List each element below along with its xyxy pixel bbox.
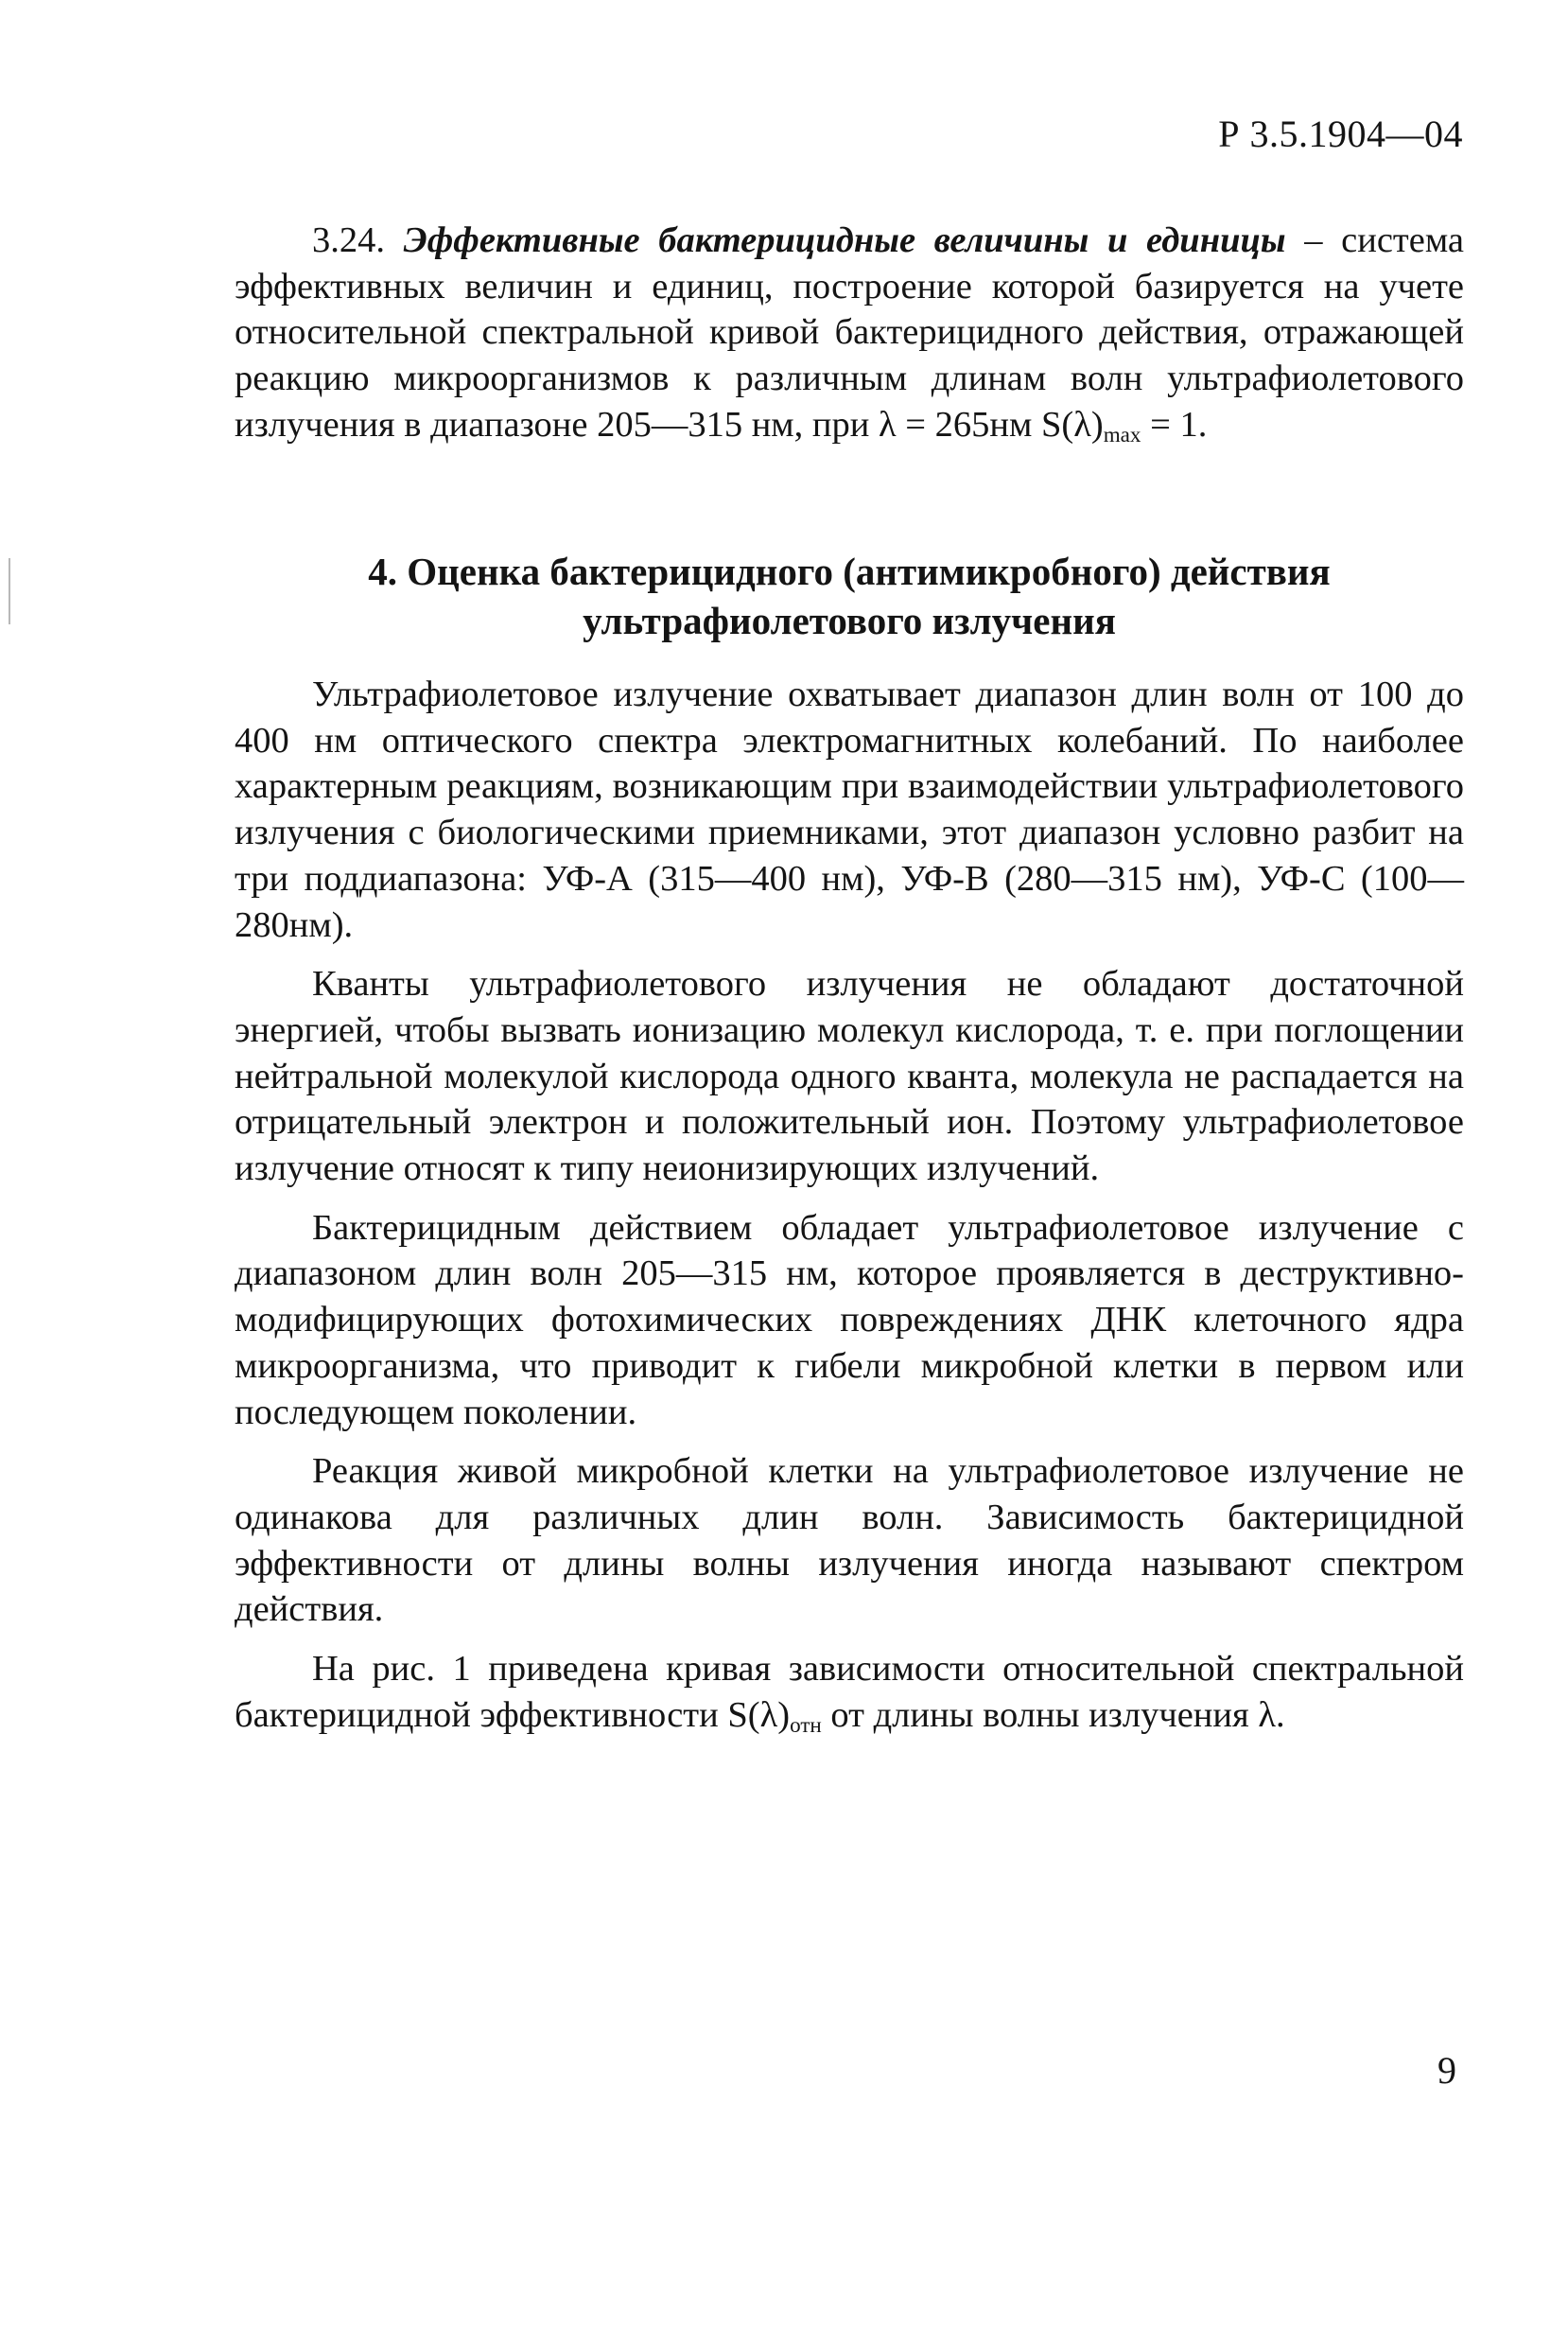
paragraph-cell-reaction: Реакция живой микробной клетки на ультрафиолетовое излучение не одинакова для различных длин волн. Зависимость бактерицидной эффективности от длины волны излучения иногда называют спектром действия. — [235, 1451, 1464, 1630]
section-title-line2: ультрафиолетового излучения — [583, 599, 1116, 642]
section-body — [235, 672, 1464, 1751]
document-code: Р 3.5.1904—04 — [1218, 113, 1463, 155]
figure-ref-text-after: от длины волны излучения λ. — [821, 1694, 1285, 1735]
definition-paragraph — [235, 218, 1464, 448]
formula-subscript-max: max — [1103, 421, 1141, 447]
definition-number: 3.24. — [312, 220, 385, 260]
page-number: 9 — [1437, 2049, 1456, 2092]
section-title-line1: 4. Оценка бактерицидного (антимикробного) действия — [368, 550, 1331, 593]
scan-margin-mark — [9, 558, 10, 624]
paragraph-bactericidal-action: Бактерицидным действием обладает ультрафиолетовое излучение с диапазоном длин волн 205—315 нм, которое проявляется в деструктивно-модифицирующих фотохимических повреждениях ДНК клеточного ядра микроорганизма, что приводит к гибели микробной клетки в первом или последующем поколении. — [235, 1207, 1464, 1432]
definition-block — [235, 218, 1464, 448]
formula-s-lambda-rel: S(λ) — [727, 1694, 791, 1735]
figure-ref-text-before: На рис. 1 приведена кривая зависимости относительной спектральной бактерицидной эффективности — [235, 1649, 1464, 1735]
section-heading — [235, 547, 1464, 645]
formula-tail: = 1. — [1141, 404, 1208, 445]
formula-s-lambda: S(λ) — [1040, 404, 1104, 445]
paragraph-figure-reference — [235, 1646, 1464, 1738]
definition-text: – система эффективных величин и единиц, построение которой базируется на учете относительной спектральной кривой бактерицидного действия, отражающей реакцию микроорганизмов к различным длинам волн ультрафиолетового излучения в диапазоне 205—315 нм, при λ = 265нм — [235, 220, 1465, 445]
definition-term: Эффективные бактерицидные величины и единицы — [403, 220, 1286, 260]
formula-subscript-otn: отн — [790, 1711, 822, 1737]
paragraph-quanta: Кванты ультрафиолетового излучения не обладают достаточной энергией, чтобы вызвать ионизацию молекул кислорода, т. е. при поглощении нейтральной молекулой кислорода одного кванта, молекула не распадается на отрицательный электрон и положительный ион. Поэтому ультрафиолетовое излучение относят к типу неионизирующих излучений. — [235, 964, 1464, 1189]
paragraph-uv-range: Ультрафиолетовое излучение охватывает диапазон длин волн от 100 до 400 нм оптического спектра электромагнитных колебаний. По наиболее характерным реакциям, возникающим при взаимодействии ультрафиолетового излучения с биологическими приемниками, этот диапазон условно разбит на три поддиапазона: УФ-А (315—400 нм), УФ-В (280—315 нм), УФ-С (100—280нм). — [235, 674, 1464, 945]
